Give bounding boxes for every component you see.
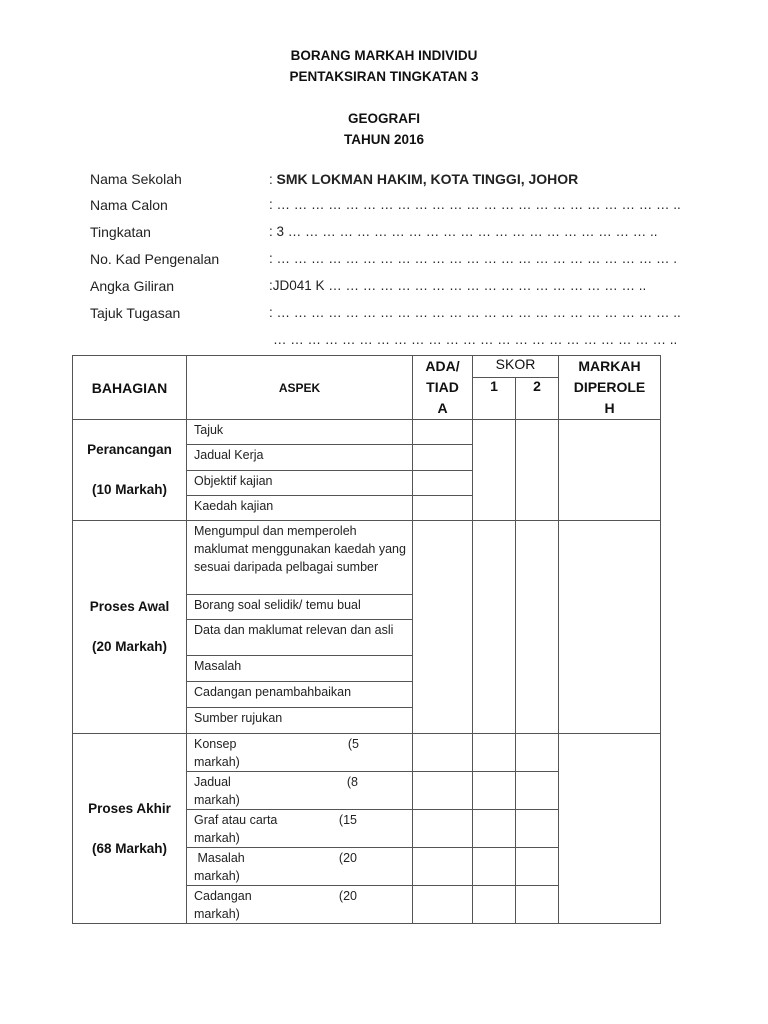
header-ada-tiada — [413, 356, 473, 420]
section-proses-awal-name: Proses Awal — [89, 599, 170, 614]
header-skor-1: 1 — [473, 378, 516, 420]
aspect-row: Masalah — [187, 656, 413, 682]
section-proses-awal — [73, 521, 187, 734]
skor-2-cell[interactable] — [516, 734, 559, 772]
ic-number-field: : … … … … … … … … … … … … … … … … … … … … … … … . — [269, 251, 678, 266]
skor-1-cell[interactable] — [473, 886, 516, 924]
form-title: BORANG MARKAH INDIVIDU — [290, 48, 478, 63]
ada-cell[interactable] — [413, 471, 473, 496]
ada-cell[interactable] — [413, 848, 473, 886]
subject-title: GEOGRAFI — [347, 111, 420, 126]
ada-cell[interactable] — [413, 772, 473, 810]
candidate-name-field: : … … … … … … … … … … … … … … … … … … … … … … … .. — [269, 197, 681, 212]
index-number-field: :JD041 K … … … … … … … … … … … … … … … … … … .. — [269, 278, 647, 293]
aspect-row: Tajuk — [187, 420, 413, 445]
skor-1-cell[interactable] — [473, 772, 516, 810]
header-ada-line3: A — [437, 400, 448, 416]
section-proses-akhir-name: Proses Akhir — [88, 800, 171, 816]
aspect-row: Jadual Kerja — [187, 445, 413, 471]
aspect-row: Sumber rujukan — [187, 708, 413, 734]
skor-2-cell[interactable] — [516, 886, 559, 924]
assignment-title-field-cont: … … … … … … … … … … … … … … … … … … … … … … … .. — [273, 332, 678, 347]
skor-1-cell[interactable] — [473, 420, 516, 521]
ada-cell[interactable] — [413, 420, 473, 445]
candidate-name-label: Nama Calon — [90, 197, 168, 213]
school-name-label: Nama Sekolah — [90, 171, 182, 187]
aspect-row: Jadual (8 markah) — [187, 772, 413, 810]
year-title: TAHUN 2016 — [343, 132, 425, 147]
section-perancangan-marks: (10 Markah) — [91, 482, 168, 497]
form-level-field: : 3 … … … … … … … … … … … … … … … … … … … … … .. — [269, 224, 658, 239]
school-name-value — [269, 171, 578, 187]
aspect-row: Borang soal selidik/ temu bual — [187, 595, 413, 620]
ada-cell[interactable] — [413, 810, 473, 848]
assignment-title-field: : … … … … … … … … … … … … … … … … … … … … … … … .. — [269, 305, 681, 320]
header-markah-diperoleh — [559, 356, 661, 420]
skor-2-cell[interactable] — [516, 420, 559, 521]
section-proses-akhir-marks: (68 Markah) — [91, 840, 168, 856]
header-skor-2: 2 — [516, 378, 559, 420]
aspect-row: Cadangan (20 markah) — [187, 886, 413, 924]
section-perancangan-name: Perancangan — [87, 442, 172, 457]
ada-cell[interactable] — [413, 521, 473, 734]
form-subtitle: PENTAKSIRAN TINGKATAN 3 — [289, 69, 479, 84]
header-markah-line3: H — [604, 400, 615, 416]
ic-number-label: No. Kad Pengenalan — [90, 251, 220, 267]
marking-table — [72, 355, 661, 924]
aspect-row: Graf atau carta (15 markah) — [187, 810, 413, 848]
skor-2-cell[interactable] — [516, 848, 559, 886]
section-proses-akhir — [73, 734, 187, 924]
aspect-row: Masalah (20 markah) — [187, 848, 413, 886]
ada-cell[interactable] — [413, 445, 473, 471]
ada-cell[interactable] — [413, 886, 473, 924]
header-ada-line1: ADA/ — [425, 358, 460, 374]
header-bahagian: BAHAGIAN — [73, 356, 187, 420]
aspect-row: Objektif kajian — [187, 471, 413, 496]
aspect-row: Data dan maklumat relevan dan asli — [187, 620, 413, 656]
school-name-colon: : — [269, 172, 277, 187]
ada-cell[interactable] — [413, 734, 473, 772]
ada-cell[interactable] — [413, 496, 473, 521]
assignment-title-label: Tajuk Tugasan — [90, 305, 181, 321]
form-level-label: Tingkatan — [90, 224, 151, 240]
markah-cell[interactable] — [559, 521, 661, 734]
skor-1-cell[interactable] — [473, 521, 516, 734]
skor-2-cell[interactable] — [516, 521, 559, 734]
index-number-label: Angka Giliran — [90, 278, 175, 294]
header-markah-line1: MARKAH — [578, 358, 641, 374]
header-skor: SKOR — [473, 356, 559, 378]
skor-2-cell[interactable] — [516, 810, 559, 848]
school-name-text: SMK LOKMAN HAKIM, KOTA TINGGI, JOHOR — [276, 171, 579, 187]
aspect-row: Kaedah kajian — [187, 496, 413, 521]
aspect-row: Cadangan penambahbaikan — [187, 682, 413, 708]
skor-2-cell[interactable] — [516, 772, 559, 810]
skor-1-cell[interactable] — [473, 848, 516, 886]
aspect-row: Mengumpul dan memperoleh maklumat menggunakan kaedah yang sesuai daripada pelbagai sumber — [187, 521, 413, 595]
markah-cell[interactable] — [559, 420, 661, 521]
skor-1-cell[interactable] — [473, 810, 516, 848]
markah-cell[interactable] — [559, 734, 661, 924]
header-markah-line2: DIPEROLE — [573, 379, 646, 395]
aspect-row: Konsep (5 markah) — [187, 734, 413, 772]
header-aspek: ASPEK — [187, 356, 413, 420]
header-ada-line2: TIAD — [426, 379, 459, 395]
skor-1-cell[interactable] — [473, 734, 516, 772]
section-perancangan — [73, 420, 187, 521]
section-proses-awal-marks: (20 Markah) — [91, 639, 168, 654]
